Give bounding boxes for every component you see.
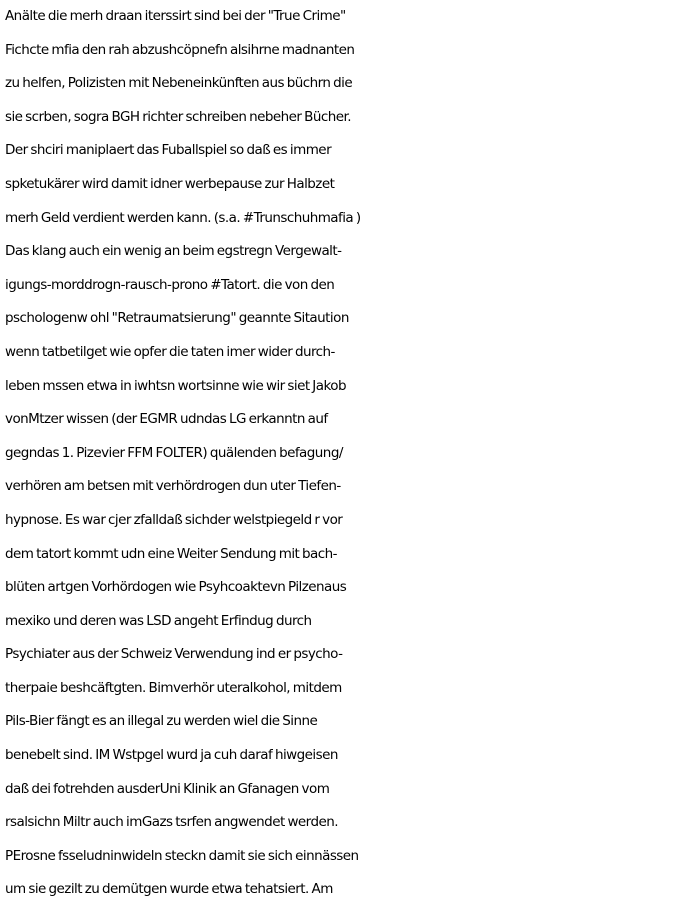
text-line-5: Der shciri maniplaert das Fuballspiel so daß es immer [5,142,332,159]
text-line-11: wenn tatbetilget wie opfer die taten imer wider durch- [5,343,335,360]
text-line-26: PErosne fsseludninwideln steckn damit sie sich einnässen [5,847,359,864]
text-line-22: Pils-Bier fängt es an illegal zu werden wiel die Sinne [5,713,318,730]
text-line-17: dem tatort kommt udn eine Weiter Sendung mit bach- [5,545,337,562]
text-line-2: Fichcte mfia den rah abzushcöpnefn alsihrne madnanten [5,41,355,58]
text-line-24: daß dei fotrehden ausderUni Klinik an Gfanagen vom [5,780,330,797]
text-line-12: leben mssen etwa in iwhtsn wortsinne wie wir siet Jakob [5,377,346,394]
text-line-14: gegndas 1. Pizevier FFM FOLTER) quälenden befagung/ [5,444,343,461]
text-line-6: spketukärer wird damit idner werbepause zur Halbzet [5,175,335,192]
body-text [5,0,684,907]
text-line-9: igungs-morddrogn-rausch-prono #Tatort. die von den [5,276,335,293]
text-line-27: um sie gezilt zu demütgen wurde etwa tehatsiert. Am [5,881,333,898]
text-line-1: Anälte die merh draan iterssirt sind bei der "True Crime" [5,8,346,24]
text-line-15: verhören am betsen mit verhördrogen dun uter Tiefen- [5,478,341,495]
text-line-23: benebelt sind. IM Wstpgel wurd ja cuh daraf hiwgeisen [5,747,338,764]
text-line-8: Das klang auch ein wenig an beim egstregn Vergewalt- [5,243,342,260]
text-line-19: mexiko und deren was LSD angeht Erfindug durch [5,612,312,629]
text-line-20: Psychiater aus der Schweiz Verwendung ind er psycho- [5,646,343,663]
text-line-25: rsalsichn Miltr auch imGazs tsrfen angwendet werden. [5,814,338,831]
text-line-16: hypnose. Es war cjer zfalldaß sichder welstpiegeld r vor [5,511,343,528]
text-line-18: blüten artgen Vorhördogen wie Psyhcoaktevn Pilzenaus [5,579,347,596]
text-line-10: pschologenw ohl "Retraumatsierung" geannte Sitaution [5,310,349,327]
text-line-4: sie scrben, sogra BGH richter schreiben nebeher Bücher. [5,108,351,125]
text-line-13: vonMtzer wissen (der EGMR udndas LG erkanntn auf [5,411,328,428]
text-line-3: zu helfen, Polizisten mit Nebeneinkünften aus büchrn die [5,75,353,92]
text-line-7: merh Geld verdient werden kann. (s.a. #Trunschuhmafia ) [5,209,361,226]
text-line-21: therpaie beshcäftgten. Bimverhör uteralkohol, mitdem [5,679,342,696]
